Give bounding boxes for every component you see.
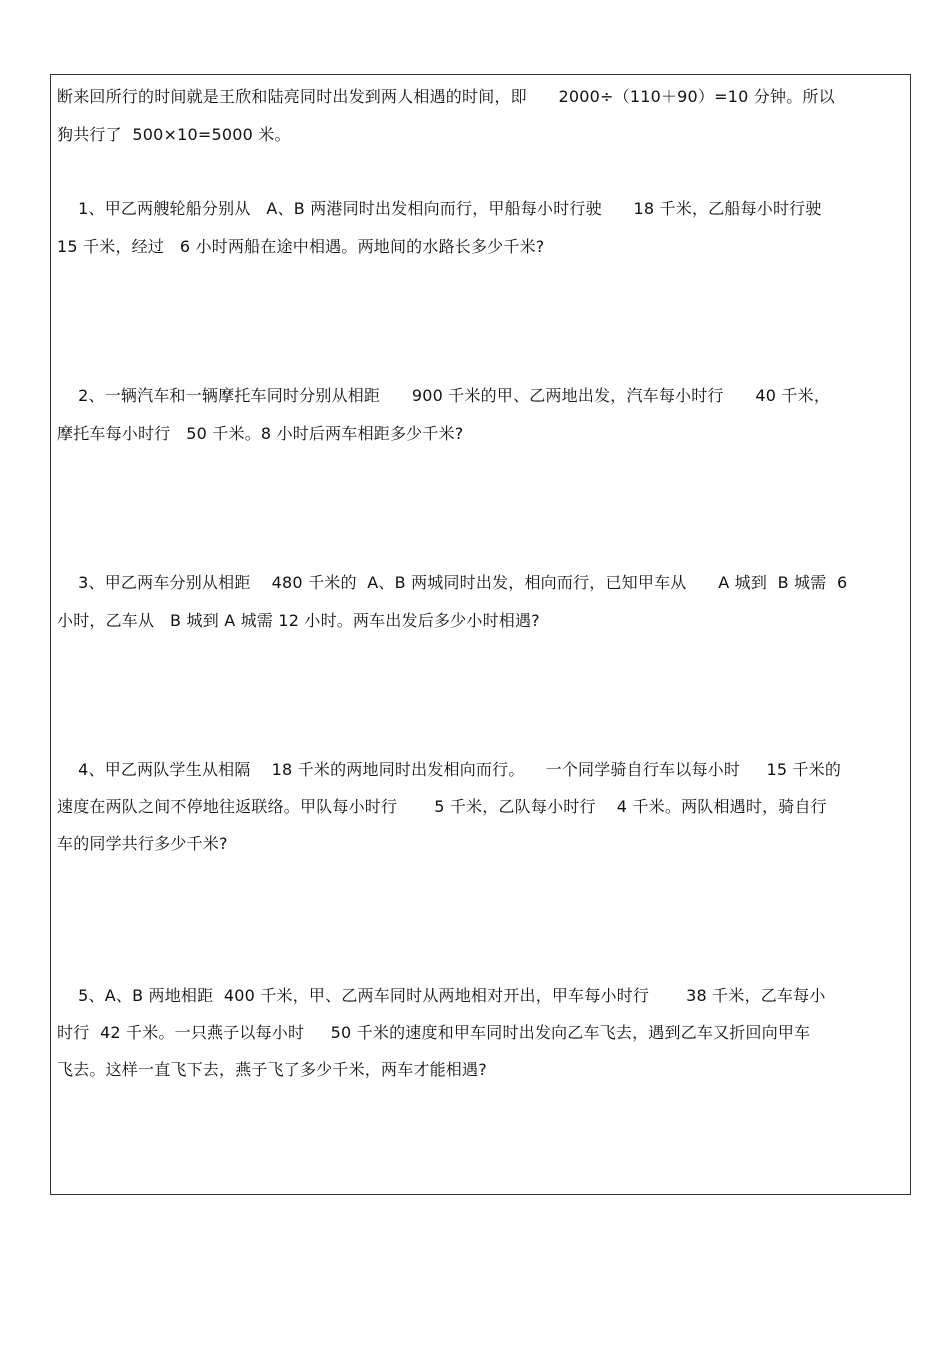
problem-1-line-1: 1、甲乙两艘轮船分别从 A、B 两港同时出发相向而行，甲船每小时行驶 18 千米，乙船每小时行驶: [57, 199, 822, 218]
problem-3-line-2: 小时，乙车从 B 城到 A 城需 12 小时。两车出发后多少小时相遇?: [57, 611, 540, 630]
problem-3-line-1: 3、甲乙两车分别从相距 480 千米的 A、B 两城同时出发，相向而行，已知甲车从 A 城到 B 城需 6: [57, 573, 848, 592]
problem-5-line-1: 5、A、B 两地相距 400 千米，甲、乙两车同时从两地相对开出，甲车每小时行 38 千米，乙车每小: [57, 986, 826, 1005]
problem-4-line-1: 4、甲乙两队学生从相隔 18 千米的两地同时出发相向而行。 一个同学骑自行车以每小时 15 千米的: [57, 760, 842, 779]
intro-line-2: 狗共行了 500×10=5000 米。: [57, 125, 291, 144]
problem-5-line-3: 飞去。这样一直飞下去，燕子飞了多少千米，两车才能相遇?: [57, 1060, 487, 1079]
problem-4-line-3: 车的同学共行多少千米?: [57, 834, 228, 853]
problem-2-line-1: 2、一辆汽车和一辆摩托车同时分别从相距 900 千米的甲、乙两地出发，汽车每小时行 40 千米，: [57, 386, 831, 405]
problem-4-line-2: 速度在两队之间不停地往返联络。甲队每小时行 5 千米，乙队每小时行 4 千米。两队相遇时，骑自行: [57, 797, 827, 816]
problem-5-line-2: 时行 42 千米。一只燕子以每小时 50 千米的速度和甲车同时出发向乙车飞去，遇到乙车又折回向甲车: [57, 1023, 811, 1042]
problem-1-line-2: 15 千米，经过 6 小时两船在途中相遇。两地间的水路长多少千米?: [57, 237, 545, 256]
problem-2-line-2: 摩托车每小时行 50 千米。8 小时后两车相距多少千米?: [57, 424, 464, 443]
intro-line-1: 断来回所行的时间就是王欣和陆亮同时出发到两人相遇的时间，即 2000÷（110＋90）=10 分钟。所以: [57, 87, 835, 106]
